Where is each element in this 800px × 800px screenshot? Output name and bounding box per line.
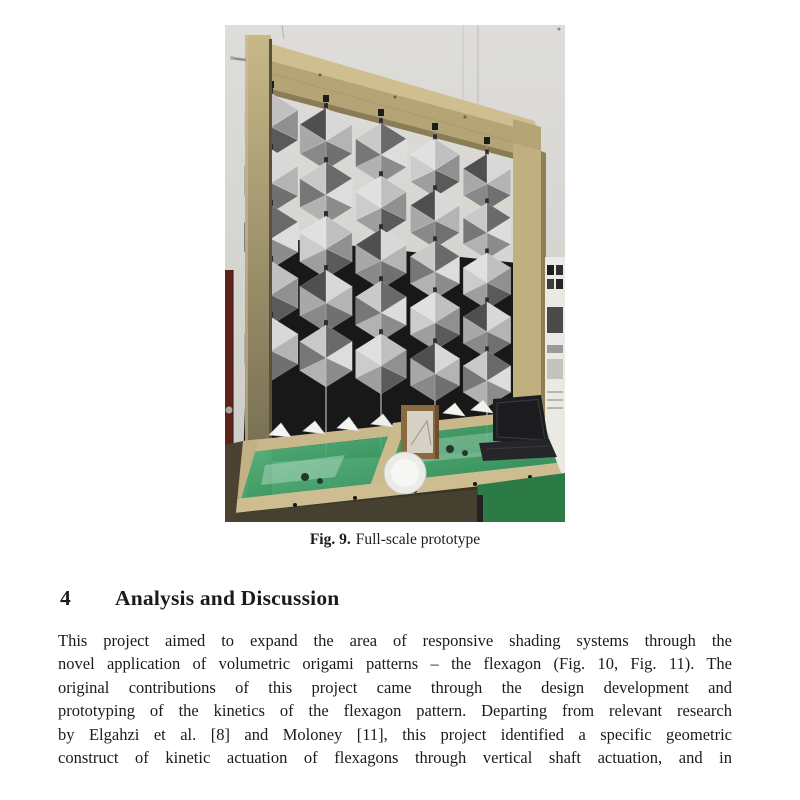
section-heading	[60, 586, 339, 611]
prototype-photo	[225, 25, 565, 522]
paragraph	[58, 629, 732, 769]
section-title: Analysis and Discussion	[115, 586, 340, 610]
display-case	[401, 405, 439, 459]
paragraph-line: novel application of volumetric origami patterns – the flexagon (Fig. 10, Fig. 11). The	[58, 654, 732, 674]
paragraph-line: original contributions of this project came through the design development and	[58, 677, 732, 697]
figure-caption	[225, 531, 565, 549]
figure-caption-label: Fig. 9.	[309, 531, 351, 548]
paragraph-line: by Elgahzi et al. [8] and Moloney [11], this project identified a specific geometric	[58, 724, 732, 744]
paragraph-line: This project aimed to expand the area of responsive shading systems through the	[58, 631, 732, 650]
paragraph-line: prototyping of the kinetics of the flexagon pattern. Departing from relevant research	[58, 701, 732, 721]
paragraph-line: construct of kinetic actuation of flexagons through vertical shaft actuation, and in	[58, 748, 732, 768]
figure-9	[225, 25, 565, 549]
section-number: 4	[60, 586, 71, 610]
door	[225, 270, 233, 462]
plate	[384, 452, 426, 494]
figure-caption-text: Full-scale prototype	[355, 531, 481, 548]
prototype-photo-svg	[225, 25, 565, 522]
